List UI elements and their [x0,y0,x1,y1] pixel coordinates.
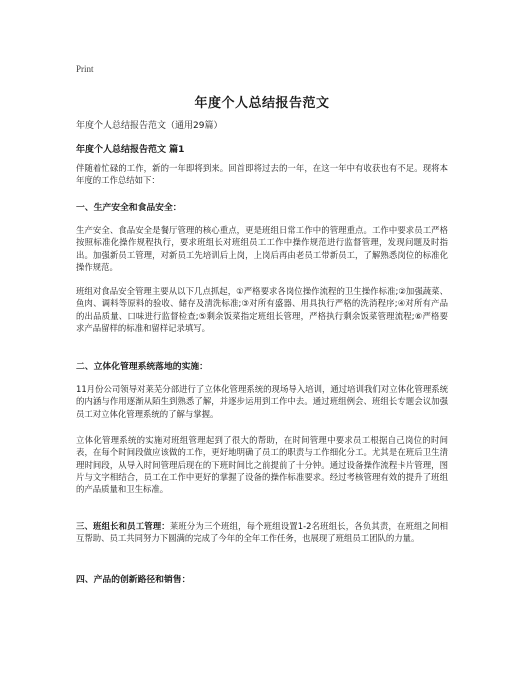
section-heading-4: 四、产品的创新路径和销售： [76,575,191,585]
print-label[interactable]: Print [76,64,94,74]
document-subtitle: 年度个人总结报告范文（通用29篇） [76,121,223,131]
document-title: 年度个人总结报告范文 [194,96,330,111]
intro-paragraph: 伴随着忙碌的工作，新的一年即将到来。回首即将过去的一年，在这一年中有收获也有不足。现将本年度的工作总结如下： [76,163,448,186]
section2-paragraph-2: 立体化管理系统的实施对班组管理起到了很大的帮助，在时间管理中要求员工根据自己岗位的时间表，在每个时间段做应该做的工作，更好地明确了员工的职责与工作细化分工。尤其是在班后卫生清理时间段，从导入时间管理后现在的下班时间比之前提前了十分钟。通过设备操作流程卡片管理，图片与文字相结合，员工在工作中更好的掌握了设备的操作标准要求。经过考核管理有效的提升了班组的产品质量和卫生标准。 [76,435,448,495]
section-heading-1: 一、生产安全和食品安全： [76,203,182,213]
section2-paragraph-1: 11月份公司领导对莱芜分部进行了立体化管理系统的现场导入培训，通过培训我们对立体化管理系统的内涵与作用逐渐从陌生到熟悉了解，并逐步运用到工作中去。通过班组例会、班组长专题会议加强员工对立体化管理系统的了解与掌握。 [76,384,448,419]
section3-block [76,520,448,545]
section1-paragraph-1: 生产安全、食品安全是餐厅管理的核心重点，更是班组日常工作中的管理重点。工作中要求员工严格按照标准化操作规程执行，要求班组长对班组员工工作中操作规范进行监督管理，发现问题及时指出。加强新员工管理，对新员工先培训后上岗，上岗后再由老员工带新员工，了解熟悉岗位的标准化操作规范。 [76,225,448,272]
section3-text: 莱班分为三个班组，每个班组设置1-2名班组长，各负其责，在班组之间相互帮助、员工共同努力下圆满的完成了今年的全年工作任务，也展现了班组员工团队的力量。 [76,521,448,544]
section1-paragraph-2: 班组对食品安全管理主要从以下几点抓起，①严格要求各岗位操作流程的卫生操作标准;②加强蔬菜、鱼肉、调料等原料的验收、储存及清洗标准;③对所有盛器、用具执行严格的洗消程序;④对所有产品的出品质量、口味进行监督检查;⑤剩余饭菜指定班组长管理，严格执行剩余饭菜管理流程;⑥严格要求产品留样的标准和留样记录填写。 [76,286,448,333]
section-heading-3: 三、班组长和员工管理： [76,521,170,531]
article-heading: 年度个人总结报告范文 篇1 [76,145,185,155]
section-heading-2: 二、立体化管理系统落地的实施： [76,362,208,372]
